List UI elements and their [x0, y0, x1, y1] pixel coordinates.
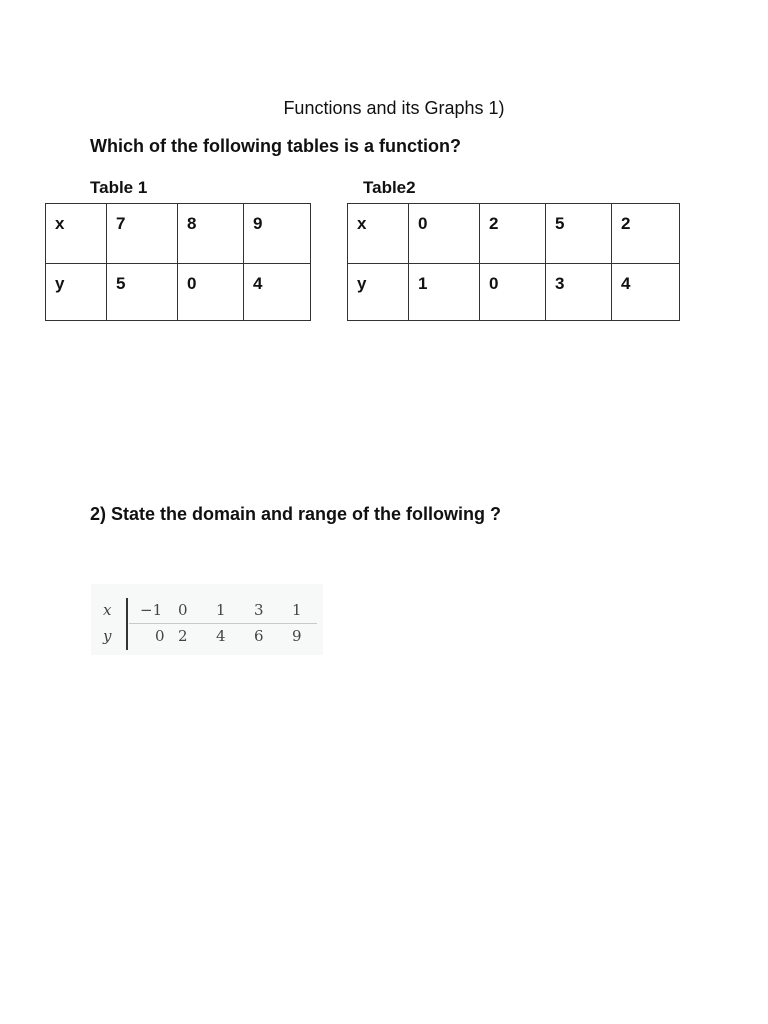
math-table-x-cell: −1 [140, 601, 163, 619]
table-1-y-cell: 5 [107, 264, 178, 321]
math-table-y-cell: 6 [254, 627, 264, 645]
table-1-label: Table 1 [90, 178, 148, 197]
math-table-rule [129, 623, 317, 624]
math-table-x-cell: 0 [178, 601, 188, 619]
math-table-divider [126, 598, 128, 650]
table-1-y-header: y [46, 264, 107, 321]
table-1-x-cell: 9 [244, 204, 311, 264]
table-1-x-header: x [46, 204, 107, 264]
math-table-image [91, 584, 323, 655]
math-table-y-cell: 9 [292, 627, 302, 645]
math-table-x-cell: 1 [216, 601, 226, 619]
table-2-x-row [348, 204, 680, 264]
math-table-y-cell: 4 [216, 627, 226, 645]
table-2-y-cell: 0 [480, 264, 546, 321]
table-2-y-cell: 4 [612, 264, 680, 321]
table-2-x-cell: 2 [480, 204, 546, 264]
table-1-x-cell: 8 [178, 204, 244, 264]
table-1-y-cell: 0 [178, 264, 244, 321]
math-table-y-cell: 0 [155, 627, 165, 645]
math-table-y-var: y [103, 627, 112, 645]
table-2-x-cell: 2 [612, 204, 680, 264]
table-2-x-cell: 5 [546, 204, 612, 264]
table-2-x-cell: 0 [409, 204, 480, 264]
table-2-y-cell: 3 [546, 264, 612, 321]
math-table-x-cell: 1 [292, 601, 302, 619]
table-2-label: Table2 [363, 178, 416, 197]
question-1-text: Which of the following tables is a function? [90, 136, 461, 156]
table-2 [347, 203, 680, 321]
table-1-y-row [46, 264, 311, 321]
math-table-x-cell: 3 [254, 601, 264, 619]
math-table-x-var: x [103, 601, 112, 619]
table-2-x-header: x [348, 204, 409, 264]
table-1-x-cell: 7 [107, 204, 178, 264]
page-title: Functions and its Graphs 1) [283, 98, 505, 118]
question-2-text: 2) State the domain and range of the following ? [90, 504, 502, 524]
math-table-y-cell: 2 [178, 627, 188, 645]
table-2-y-header: y [348, 264, 409, 321]
table-1-y-cell: 4 [244, 264, 311, 321]
table-2-y-cell: 1 [409, 264, 480, 321]
table-1-x-row [46, 204, 311, 264]
table-2-y-row [348, 264, 680, 321]
table-1 [45, 203, 311, 321]
